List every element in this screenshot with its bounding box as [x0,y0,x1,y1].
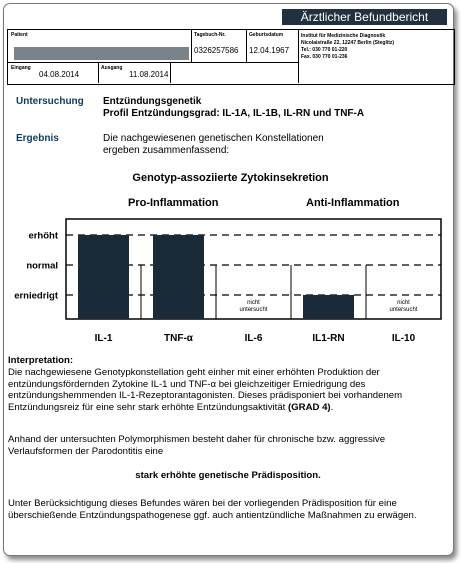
institute-line: Institut für Medizinische Diagnostik [301,33,386,39]
divider [246,30,247,62]
category-label: TNF-α [164,333,193,344]
interpretation-heading: Interpretation: [8,355,74,366]
divider [298,30,299,83]
tagebuch-label: Tagebuch-Nr. [194,32,226,38]
group-label-pro: Pro-Inflammation [128,197,219,209]
untersuchung-line2: Profil Entzündungsgrad: IL-1A, IL-1B, IL-RN und TNF-A [103,108,365,119]
not-tested-label: untersucht [389,307,418,313]
ausgang-label: Ausgang [101,65,123,71]
geburt-label: Geburtsdatum [249,32,284,38]
interpretation-paragraph-2: Anhand der untersuchten Polymorphismen besteht daher für chronische bzw. aggressive Verlaufsformen der Parodontitis eine [8,434,386,457]
report-title-banner: Ärztlicher Befundbericht [282,9,447,25]
patient-name-redacted [14,47,189,60]
level-label: erniedrigt [14,290,58,302]
not-tested-label: nicht [397,300,410,306]
geburt-value: 12.04.1967 [249,46,290,55]
bar-TNF-α [153,235,204,319]
category-label: IL-10 [391,333,416,344]
divider [191,30,192,62]
ergebnis-label: Ergebnis [16,133,59,144]
tagebuch-value: 0326257586 [194,46,239,55]
patient-label: Patient [11,32,28,38]
chart-title: Genotyp-assoziierte Zytokinsekretion [132,172,329,184]
ausgang-value: 11.08.2014 [129,70,169,79]
patient-header-table [7,29,455,85]
institute-line: Fax. 030 770 01-236 [301,54,348,60]
interpretation-paragraph-1 [8,367,448,413]
level-label: normal [26,260,58,272]
bar-IL1-RN [303,295,354,319]
category-label: IL-1 [94,333,113,344]
category-label: IL-6 [244,333,263,344]
eingang-value: 04.08.2014 [39,70,80,79]
institute-line: Nicolaistraße 22, 12247 Berlin (Steglitz) [301,40,395,46]
not-tested-label: untersucht [239,307,268,313]
bar-IL-1 [78,235,129,319]
predisposition-statement: stark erhöhte genetische Prädisposition. [135,470,321,481]
untersuchung-label: Untersuchung [16,96,84,107]
cytokine-chart [0,215,461,350]
not-tested-label: nicht [247,300,260,306]
ergebnis-line2: ergeben zusammenfassend: [103,145,230,156]
divider [170,62,171,83]
level-label: erhöht [28,230,58,242]
group-label-anti: Anti-Inflammation [306,197,400,209]
interpretation-text: Die nachgewiesene Genotypkonstellation geht einher mit einer erhöhten Produktion der entzündungsfördernden Zytokine IL-1 und TNF-α bei gleichzeitiger Erniedrigung des entzündungshemmenden IL-1-Rezeptorantagonisten. Dieses prädisponiert bei vorhandenem Entzündungsreiz für eine sehr stark erhöhte Entzündungsaktivität [8,367,403,413]
divider [8,62,298,63]
institute-line: Tel.: 030 770 01-220 [301,47,348,53]
interpretation-paragraph-3: Unter Berücksichtigung dieses Befundes wären bei der vorliegenden Prädisposition für eine überschießende Entzündungspathogenese ggf. auch antientzündliche Maßnahmen zu erwägen. [8,498,417,521]
grade-text: (GRAD 4) [287,401,331,413]
ergebnis-line1: Die nachgewiesenen genetischen Konstellationen [103,133,324,144]
category-label: IL1-RN [312,333,345,344]
divider [98,62,99,83]
period: . [330,401,334,413]
untersuchung-line1: Entzündungsgenetik [103,96,202,107]
eingang-label: Eingang [11,65,31,71]
